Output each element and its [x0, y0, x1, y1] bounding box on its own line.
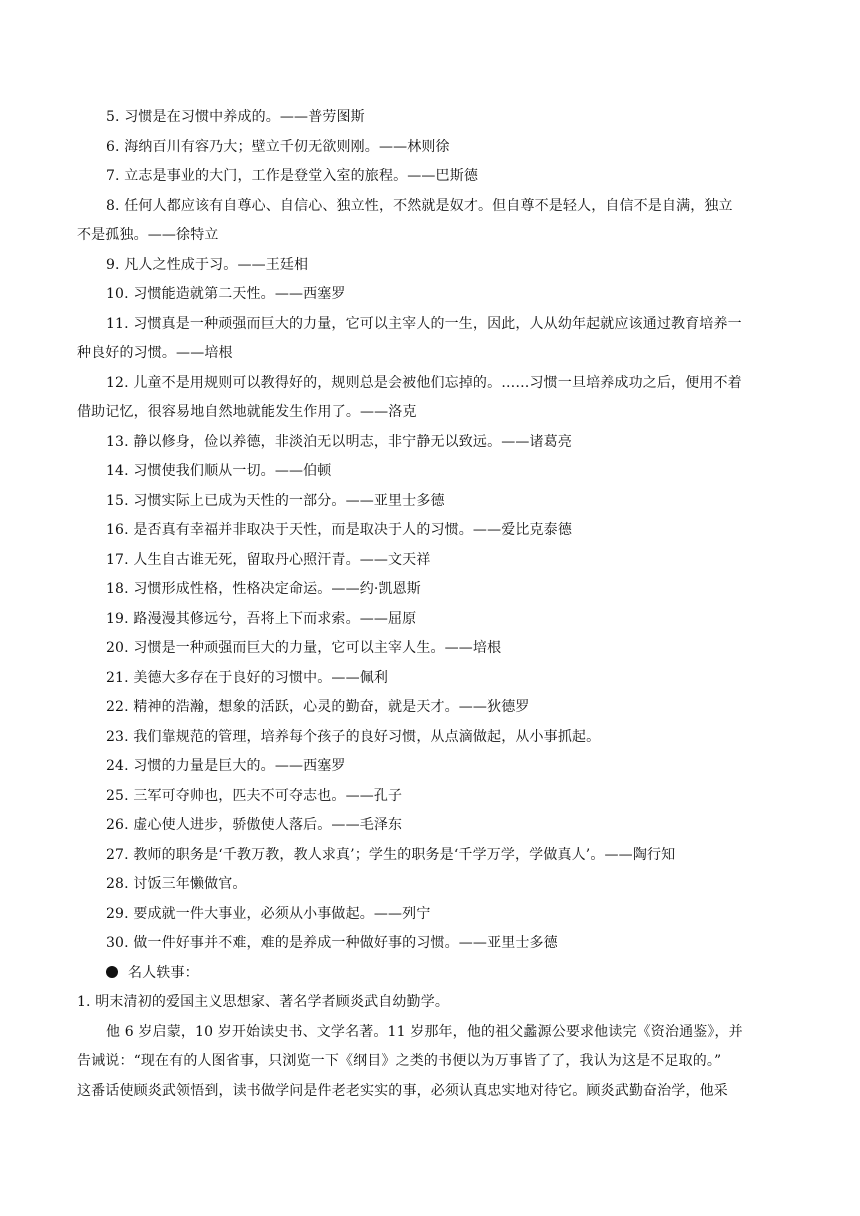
anecdote-line: 他 6 岁启蒙，10 岁开始读史书、文学名著。11 岁那年，他的祖父蠡源公要求他读完《资治通鉴》，并	[106, 1023, 743, 1040]
quote-line: 12. 儿童不是用规则可以教得好的，规则总是会被他们忘掉的。……习惯一旦培养成功之后，便用不着	[106, 374, 742, 391]
quote-line: 11. 习惯真是一种顽强而巨大的力量，它可以主宰人的一生，因此，人从幼年起就应该通过教育培养一	[106, 315, 742, 332]
quote-line: 13. 静以修身，俭以养德，非淡泊无以明志，非宁静无以致远。——诸葛亮	[106, 433, 572, 450]
quote-line: 7. 立志是事业的大门，工作是登堂入室的旅程。——巴斯德	[106, 168, 479, 184]
quote-line: 30. 做一件好事并不难，难的是养成一种做好事的习惯。——亚里士多德	[106, 935, 558, 951]
quote-line: 5. 习惯是在习惯中养成的。——普劳图斯	[106, 109, 365, 125]
quote-line: 8. 任何人都应该有自尊心、自信心、独立性，不然就是奴才。但自尊不是轻人，自信不是自满，独立	[106, 197, 733, 214]
quote-line: 26. 虚心使人进步，骄傲使人落后。——毛泽东	[106, 817, 403, 833]
section-heading-text: 名人轶事：	[128, 964, 199, 981]
section-heading	[77, 959, 788, 989]
quote-line-continuation: 借助记忆，很容易地自然地就能发生作用了。——洛克	[77, 404, 417, 420]
quote-line: 14. 习惯使我们顺从一切。——伯顿	[106, 463, 332, 479]
quote-line: 22. 精神的浩瀚，想象的活跃，心灵的勤奋，就是天才。——狄德罗	[106, 699, 530, 715]
quote-line: 10. 习惯能造就第二天性。——西塞罗	[106, 286, 346, 302]
quote-line: 18. 习惯形成性格，性格决定命运。——约·凯恩斯	[106, 581, 421, 597]
quote-line: 29. 要成就一件大事业，必须从小事做起。——列宁	[106, 905, 431, 922]
anecdote-title: 1. 明末清初的爱国主义思想家、著名学者顾炎武自幼勤学。	[77, 994, 450, 1010]
quote-line: 28. 讨饭三年懒做官。	[106, 876, 247, 892]
quotes-list	[77, 103, 788, 959]
quote-line: 20. 习惯是一种顽强而巨大的力量，它可以主宰人生。——培根	[106, 640, 502, 656]
quote-line: 21. 美德大多存在于良好的习惯中。——佩利	[106, 669, 389, 686]
bullet-icon	[106, 966, 118, 978]
quote-line: 23. 我们靠规范的管理，培养每个孩子的良好习惯，从点滴做起，从小事抓起。	[106, 728, 601, 745]
anecdote-section	[77, 988, 788, 1106]
quote-line: 25. 三军可夺帅也，匹夫不可夺志也。——孔子	[106, 787, 403, 804]
anecdote-line: 这番话使顾炎武领悟到，读书做学问是件老老实实的事，必须认真忠实地对待它。顾炎武勤奋治学，他采	[77, 1082, 728, 1099]
quote-line: 27. 教师的职务是‘千教万教，教人求真’；学生的职务是‘千学万学，学做真人’。——陶行知	[106, 846, 676, 863]
quote-line: 16. 是否真有幸福并非取决于天性，而是取决于人的习惯。——爱比克泰德	[106, 522, 572, 538]
quote-line-continuation: 种良好的习惯。——培根	[77, 345, 233, 361]
quote-line: 6. 海纳百川有容乃大；壁立千仞无欲则刚。——林则徐	[106, 138, 450, 155]
quote-line-continuation: 不是孤独。——徐特立	[77, 227, 219, 243]
quote-line: 24. 习惯的力量是巨大的。——西塞罗	[106, 758, 346, 774]
quote-line: 19. 路漫漫其修远兮，吾将上下而求索。——屈原	[106, 610, 417, 627]
quote-line: 9. 凡人之性成于习。——王廷相	[106, 256, 309, 273]
anecdote-line: 告诫说：“现在有的人图省事，只浏览一下《纲目》之类的书便以为万事皆了了，我认为这是不足取的。”	[77, 1053, 722, 1069]
quote-line: 17. 人生自古谁无死，留取丹心照汗青。——文天祥	[106, 551, 431, 568]
quote-line: 15. 习惯实际上已成为天性的一部分。——亚里士多德	[106, 492, 445, 509]
